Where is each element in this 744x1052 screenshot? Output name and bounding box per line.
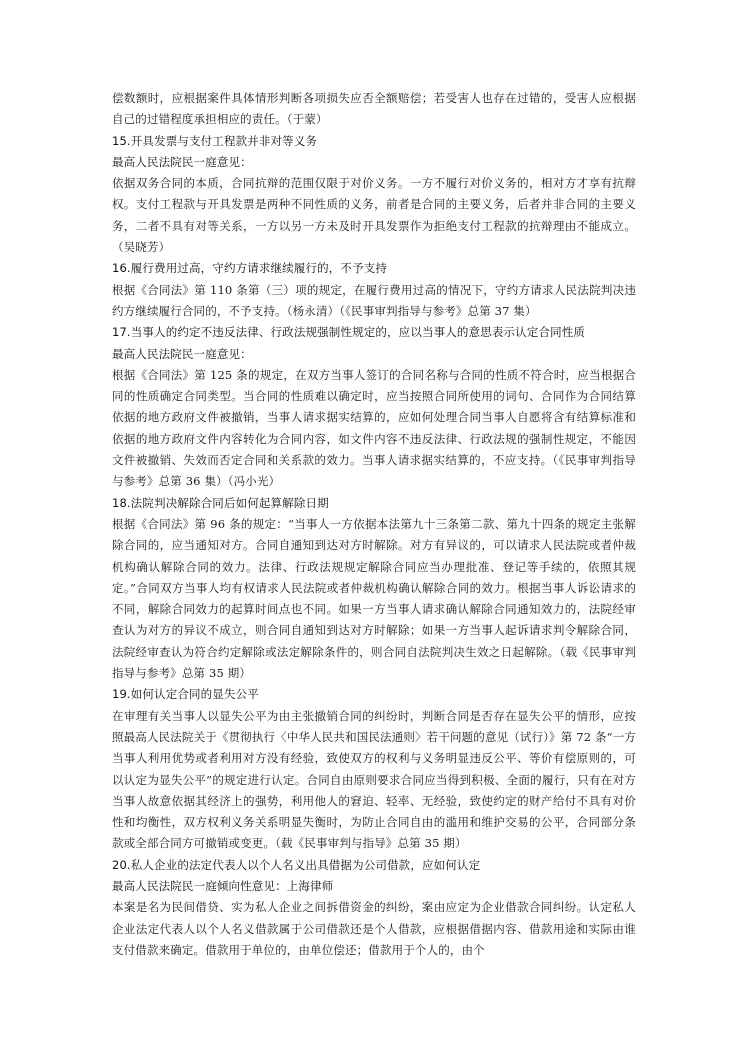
paragraph-20: 本案是名为民间借贷、实为私人企业之间拆借资金的纠纷，案由应定为企业借款合同纠纷。认定私人企业法定代表人以个人名义借款属于公司借款还是个人借款，应根据借据内容、借款用途和实际由谁支付借款来确定。借款用于单位的，由单位偿还；借款用于个人的，由个 (112, 900, 636, 957)
paragraph-17: 根据《合同法》第 125 条的规定，在双方当事人签订的合同名称与合同的性质不符合时，应当根据合同的性质确定合同类型。当合同的性质难以确定时，应当按照合同所使用的词句、合同作为合同结算依据的地方政府文件被撤销，当事人请求据实结算的，应如何处理合同当事人自愿将含有结算标准和依据的地方政府文件内容转化为合同内容，如文件内容不违反法律、行政法规的强制性规定，不能因文件被撤销、失效而否定合同和关系款的效力。当事人请求据实结算的，不应支持。（《民事审判指导与参考》总第 36 集）（冯小光） (112, 367, 636, 489)
court-opinion-label: 最高人民法院民一庭倾向性意见：上海律师 (112, 878, 334, 893)
section-heading-15: 15.开具发票与支付工程款并非对等义务 (112, 133, 318, 148)
section-heading-19: 19.如何认定合同的显失公平 (112, 687, 259, 702)
section-heading-17: 17.当事人的约定不违反法律、行政法规强制性规定的，应以当事人的意思表示认定合同性质 (112, 325, 586, 340)
paragraph-19: 在审理有关当事人以显失公平为由主张撤销合同的纠纷时，判断合同是否存在显失公平的情形，应按照最高人民法院关于《贯彻执行〈中华人民共和国民法通则〉若干问题的意见（试行）》第 72 条“一方当事人利用优势或者利用对方没有经验，致使双方的权利与义务明显违反公平、等价有偿原则的，可以认定为显失公平”的规定进行认定。合同自由原则要求合同应当得到积极、全面的履行，只有在对方当事人故意依据其经济上的强势，利用他人的窘迫、轻率、无经验，致使约定的财产给付不具有对价性和均衡性，双方权利义务关系明显失衡时，为防止合同自由的滥用和维护交易的公平，合同部分条款或全部合同方可撤销或变更。（载《民事审判与指导》总第 35 期） (112, 708, 636, 851)
section-heading-20: 20.私人企业的法定代表人以个人名义出具借据为公司借款，应如何认定 (112, 857, 481, 872)
section-heading-16: 16.履行费用过高，守约方请求继续履行的，不予支持 (112, 261, 388, 276)
paragraph-18: 根据《合同法》第 96 条的规定：“当事人一方依据本法第九十三条第二款、第九十四条的规定主张解除合同的，应当通知对方。合同自通知到达对方时解除。对方有异议的，可以请求人民法院或者仲裁机构确认解除合同的效力。法律、行政法规规定解除合同应当办理批准、登记等手续的，依照其规定。”合同双方当事人均有权请求人民法院或者仲裁机构确认解除合同的效力。根据当事人诉讼请求的不同，解除合同效力的起算时间点也不同。如果一方当事人请求确认解除合同通知效力的，法院经审查认为对方的异议不成立，则合同自通知到达对方时解除；如果一方当事人起诉请求判令解除合同，法院经审查认为符合约定解除或法定解除条件的，则合同自法院判决生效之日起解除。（载《民事审判指导与参考》总第 35 期） (112, 516, 636, 681)
document-body (112, 88, 636, 961)
section-heading-18: 18.法院判决解除合同后如何起算解除日期 (112, 495, 329, 510)
paragraph-16: 根据《合同法》第 110 条第（三）项的规定，在履行费用过高的情况下，守约方请求人民法院判决违约方继续履行合同的，不予支持。（杨永清）（《民事审判指导与参考》总第 37 集） (112, 282, 636, 318)
court-opinion-label: 最高人民法院民一庭意见： (112, 154, 252, 169)
paragraph-continuation: 偿数额时，应根据案件具体情形判断各项损失应否全额赔偿；若受害人也存在过错的，受害人应根据自己的过错程度承担相应的责任。（于蒙） (112, 91, 636, 127)
court-opinion-label: 最高人民法院民一庭意见： (112, 346, 252, 361)
paragraph-15: 依据双务合同的本质，合同抗辩的范围仅限于对价义务。一方不履行对价义务的，相对方才享有抗辩权。支付工程款与开具发票是两种不同性质的义务，前者是合同的主要义务，后者并非合同的主要义务，二者不具有对等关系，一方以另一方未及时开具发票作为拒绝支付工程款的抗辩理由不能成立。（吴晓芳） (112, 176, 636, 255)
